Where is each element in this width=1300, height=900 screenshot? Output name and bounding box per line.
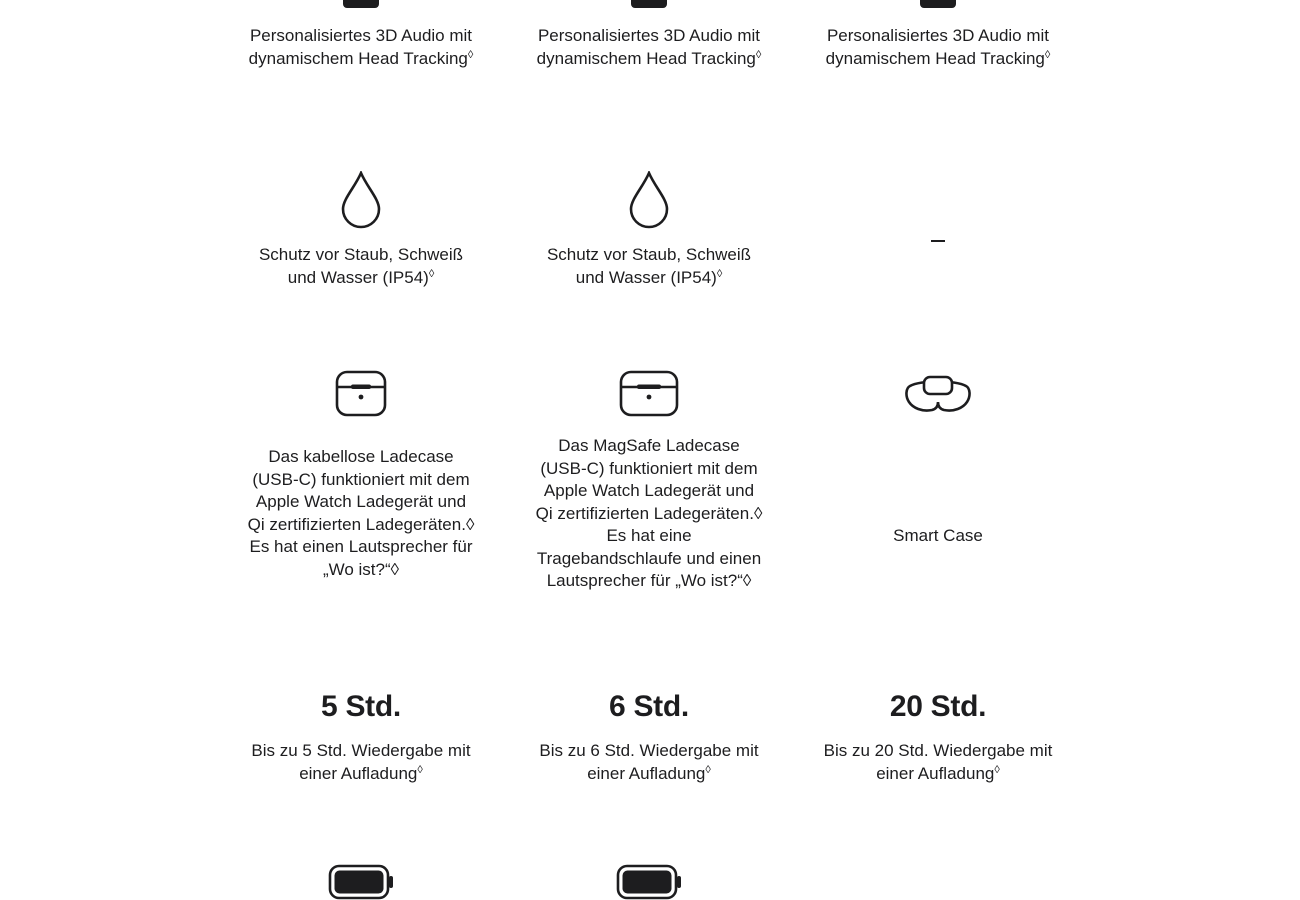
water-resistance-text: Schutz vor Staub, Schweiß und Wasser (IP54)◊ [546, 245, 752, 287]
case-description: Das MagSafe Ladecase (USB-C) funktioniert mit dem Apple Watch Ladegerät und Qi zertifizierten Ladegeräten.◊ Es hat eine Tragebandschlaufe und einen Lautsprecher für „Wo ist?“◊ [535, 436, 763, 590]
case-description: Smart Case [893, 526, 983, 545]
case-description: Das kabellose Ladecase (USB-C) funktioniert mit dem Apple Watch Ladegerät und Qi zertifizierten Ladegeräten.◊ Es hat einen Lautsprecher für „Wo ist?“◊ [247, 447, 475, 579]
audio-icon [343, 0, 379, 8]
water-drop-icon [629, 171, 669, 229]
spatial-audio-text: Personalisiertes 3D Audio mit dynamischem Head Tracking◊ [825, 26, 1051, 68]
audio-icon [631, 0, 667, 8]
charging-case-icon [335, 370, 387, 418]
battery-hours: 20 Std. [889, 690, 987, 723]
smart-case-icon [904, 374, 972, 416]
not-available-dash [931, 240, 945, 242]
playback-text: Bis zu 6 Std. Wiedergabe mit einer Aufladung◊ [539, 741, 759, 783]
water-resistance-text: Schutz vor Staub, Schweiß und Wasser (IP54)◊ [258, 245, 464, 287]
battery-icon [616, 864, 682, 900]
spatial-audio-text: Personalisiertes 3D Audio mit dynamischem Head Tracking◊ [536, 26, 762, 68]
playback-text: Bis zu 5 Std. Wiedergabe mit einer Aufladung◊ [251, 741, 471, 783]
audio-icon [920, 0, 956, 8]
playback-text: Bis zu 20 Std. Wiedergabe mit einer Aufladung◊ [823, 741, 1053, 783]
product-column-1 [246, 0, 476, 900]
charging-case-icon [619, 370, 679, 418]
spatial-audio-text: Personalisiertes 3D Audio mit dynamischem Head Tracking◊ [248, 26, 474, 68]
battery-icon [328, 864, 394, 900]
product-column-3 [823, 0, 1053, 900]
battery-hours: 5 Std. [321, 690, 401, 723]
battery-hours: 6 Std. [609, 690, 689, 723]
product-column-2 [534, 0, 764, 900]
water-drop-icon [341, 171, 381, 229]
